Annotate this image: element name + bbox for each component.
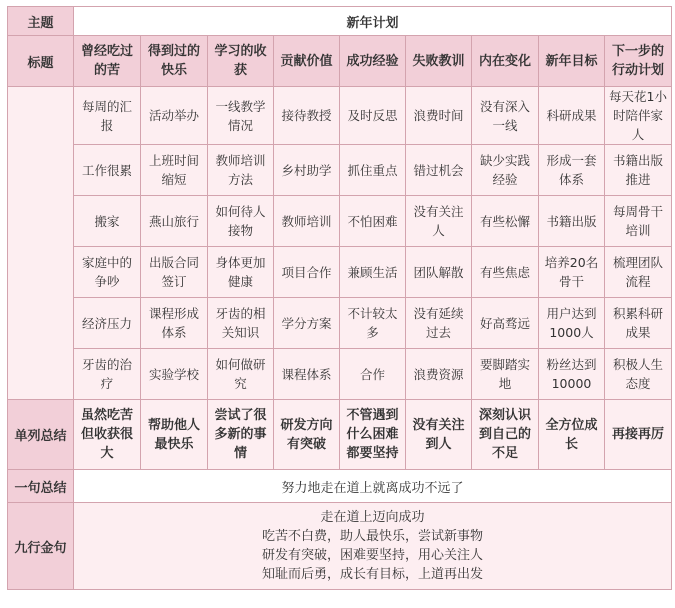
table-cell: 合作 xyxy=(340,349,406,400)
table-cell: 如何做研究 xyxy=(208,349,274,400)
plan-title: 新年计划 xyxy=(74,7,672,36)
table-cell: 用户达到1000人 xyxy=(539,298,605,349)
table-cell: 粉丝达到10000 xyxy=(539,349,605,400)
summary-cell: 没有关注到人 xyxy=(406,400,472,470)
table-cell: 缺少实践经验 xyxy=(472,145,539,196)
table-cell: 一线教学情况 xyxy=(208,87,274,145)
poem-line: 知耻而后勇，成长有目标，上道再出发 xyxy=(261,567,483,582)
table-cell: 科研成果 xyxy=(539,87,605,145)
column-header: 失败教训 xyxy=(406,36,472,87)
table-cell: 有些松懈 xyxy=(472,196,539,247)
table-cell: 团队解散 xyxy=(406,247,472,298)
summary-cell: 全方位成长 xyxy=(539,400,605,470)
table-cell: 活动举办 xyxy=(141,87,208,145)
table-cell: 教师培训 xyxy=(274,196,340,247)
table-cell: 梳理团队流程 xyxy=(605,247,672,298)
table-cell: 抓住重点 xyxy=(340,145,406,196)
sentence-label: 一句总结 xyxy=(8,470,74,503)
table-cell: 每天花1小时陪伴家人 xyxy=(605,87,672,145)
table-cell: 教师培训方法 xyxy=(208,145,274,196)
table-cell: 如何待人接物 xyxy=(208,196,274,247)
column-header: 内在变化 xyxy=(472,36,539,87)
column-header: 新年目标 xyxy=(539,36,605,87)
summary-cell: 不管遇到什么困难都要坚持 xyxy=(340,400,406,470)
table-cell: 每周的汇报 xyxy=(74,87,141,145)
table-cell: 好高骛远 xyxy=(472,298,539,349)
table-cell: 浪费时间 xyxy=(406,87,472,145)
table-cell: 浪费资源 xyxy=(406,349,472,400)
theme-row xyxy=(8,7,672,36)
table-cell: 课程形成体系 xyxy=(141,298,208,349)
table-cell: 乡村助学 xyxy=(274,145,340,196)
summary-cell: 研发方向有突破 xyxy=(274,400,340,470)
row-label-blank xyxy=(8,87,74,400)
table-cell: 经济压力 xyxy=(74,298,141,349)
one-sentence-summary: 努力地走在道上就离成功不远了 xyxy=(74,470,672,503)
poem-label: 九行金句 xyxy=(8,503,74,590)
table-cell: 出版合同签订 xyxy=(141,247,208,298)
table-cell: 学分方案 xyxy=(274,298,340,349)
table-cell: 没有延续过去 xyxy=(406,298,472,349)
summary-cell: 尝试了很多新的事情 xyxy=(208,400,274,470)
table-cell: 及时反思 xyxy=(340,87,406,145)
theme-label: 主题 xyxy=(8,7,74,36)
table-cell: 积累科研成果 xyxy=(605,298,672,349)
poem-line: 走在道上迈向成功 xyxy=(320,510,425,525)
column-header: 学习的收获 xyxy=(208,36,274,87)
table-row xyxy=(8,298,672,349)
table-cell: 身体更加健康 xyxy=(208,247,274,298)
table-cell: 不计较太多 xyxy=(340,298,406,349)
summary-cell: 再接再厉 xyxy=(605,400,672,470)
summary-cell: 帮助他人最快乐 xyxy=(141,400,208,470)
table-cell: 书籍出版推进 xyxy=(605,145,672,196)
table-row xyxy=(8,87,672,145)
table-cell: 培养20名骨干 xyxy=(539,247,605,298)
summary-label: 单列总结 xyxy=(8,400,74,470)
column-header: 下一步的行动计划 xyxy=(605,36,672,87)
table-cell: 书籍出版 xyxy=(539,196,605,247)
table-row xyxy=(8,247,672,298)
poem-line: 研发有突破，困难要坚持，用心关注人 xyxy=(261,548,483,563)
header-row xyxy=(8,36,672,87)
table-cell: 错过机会 xyxy=(406,145,472,196)
column-header: 曾经吃过的苦 xyxy=(74,36,141,87)
table-cell: 上班时间缩短 xyxy=(141,145,208,196)
column-header: 得到过的快乐 xyxy=(141,36,208,87)
summary-cell: 虽然吃苦但收获很大 xyxy=(74,400,141,470)
table-row xyxy=(8,349,672,400)
table-cell: 兼顾生活 xyxy=(340,247,406,298)
table-cell: 要脚踏实地 xyxy=(472,349,539,400)
table-cell: 每周骨干培训 xyxy=(605,196,672,247)
sentence-row xyxy=(8,470,672,503)
table-cell: 形成一套体系 xyxy=(539,145,605,196)
golden-sentences xyxy=(74,503,672,590)
poem-row xyxy=(8,503,672,590)
table-cell: 工作很累 xyxy=(74,145,141,196)
table-cell: 实验学校 xyxy=(141,349,208,400)
header-label: 标题 xyxy=(8,36,74,87)
table-cell: 搬家 xyxy=(74,196,141,247)
table-cell: 燕山旅行 xyxy=(141,196,208,247)
table-cell: 牙齿的相关知识 xyxy=(208,298,274,349)
table-row xyxy=(8,196,672,247)
table-cell: 不怕困难 xyxy=(340,196,406,247)
summary-row xyxy=(8,400,672,470)
new-year-plan-table xyxy=(7,6,672,590)
column-header: 贡献价值 xyxy=(274,36,340,87)
table-cell: 项目合作 xyxy=(274,247,340,298)
table-cell: 没有深入一线 xyxy=(472,87,539,145)
column-header: 成功经验 xyxy=(340,36,406,87)
summary-cell: 深刻认识到自己的不足 xyxy=(472,400,539,470)
poem-line: 吃苦不白费，助人最快乐，尝试新事物 xyxy=(261,529,483,544)
table-cell: 牙齿的治疗 xyxy=(74,349,141,400)
table-cell: 家庭中的争吵 xyxy=(74,247,141,298)
table-row xyxy=(8,145,672,196)
table-cell: 有些焦虑 xyxy=(472,247,539,298)
table-cell: 没有关注人 xyxy=(406,196,472,247)
table-cell: 积极人生态度 xyxy=(605,349,672,400)
table-cell: 课程体系 xyxy=(274,349,340,400)
table-cell: 接待教授 xyxy=(274,87,340,145)
